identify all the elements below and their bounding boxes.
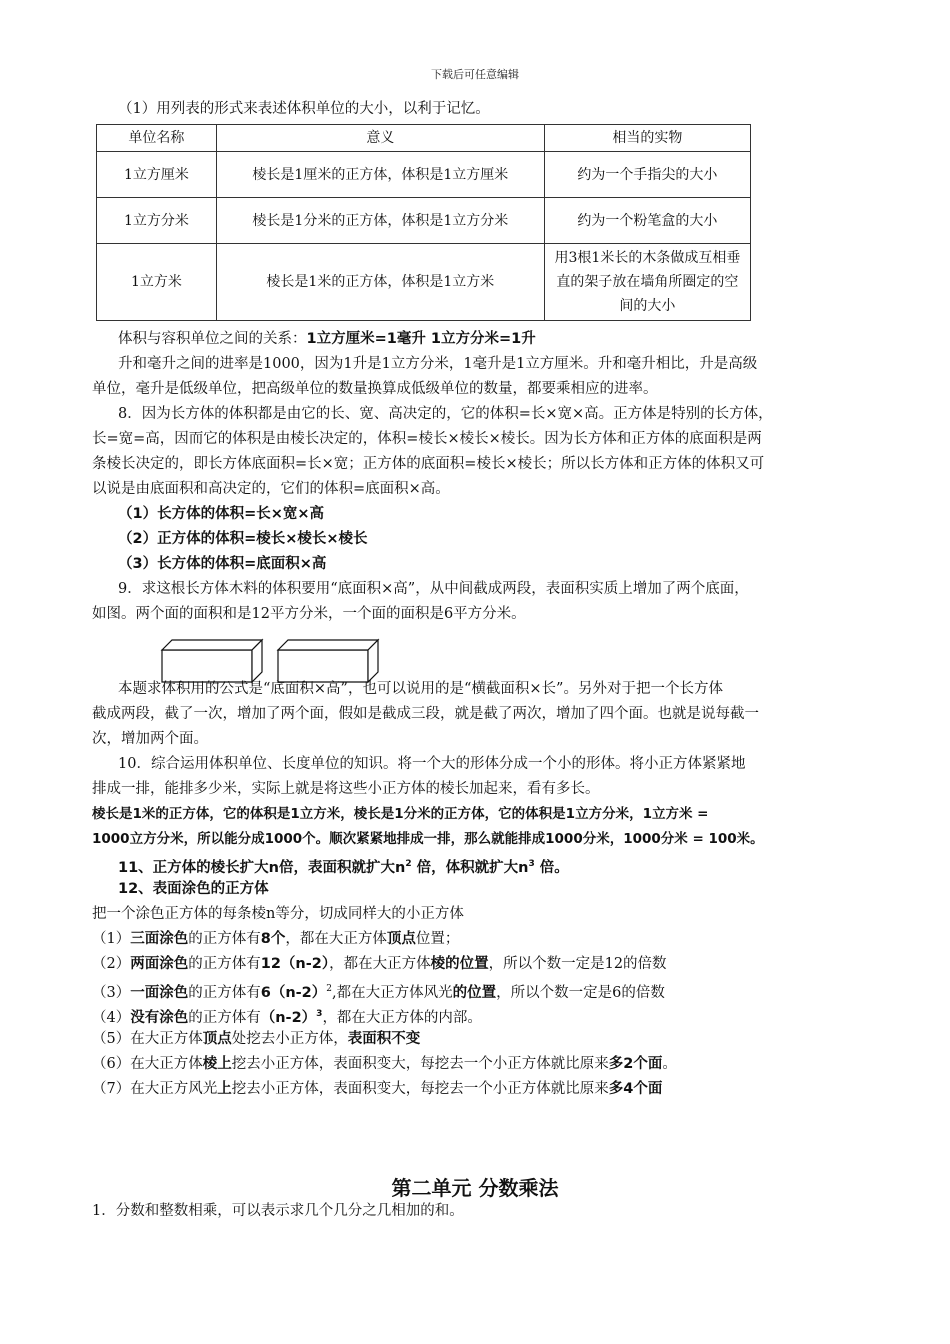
table-intro: （1）用列表的形式来表述体积单位的大小，以利于记忆。 — [118, 101, 490, 117]
paragraph-line: 长=宽=高，因而它的体积是由棱长决定的，体积=棱长×棱长×棱长。因为长方体和正方体的底面积是两 — [92, 431, 762, 447]
list-text: ，都在大正方体 — [329, 956, 431, 972]
list-item — [92, 980, 665, 1002]
paragraph-line: 单位，毫升是低级单位，把高级单位的数量换算成低级单位的数量，都要乘相应的进率。 — [92, 381, 658, 397]
table-cell: 棱长是1厘米的正方体，体积是1立方厘米 — [216, 152, 544, 198]
formula: （3）长方体的体积=底面积×高 — [118, 556, 327, 572]
list-bold: 6（n-2） — [260, 984, 327, 1001]
superscript: 3 — [528, 859, 535, 869]
paragraph-line: 8．因为长方体的体积都是由它的长、宽、高决定的，它的体积=长×宽×高。正方体是特别的长方体， — [118, 406, 773, 422]
paragraph-line: 以说是由底面积和高决定的，它们的体积=底面积×高。 — [92, 481, 450, 497]
list-bold: 12（n-2） — [260, 956, 330, 972]
paragraph-line: 升和毫升之间的进率是1000，因为1升是1立方分米，1毫升是1立方厘米。升和毫升相比，升是高级 — [118, 356, 758, 372]
paragraph-line: 次，增加两个面。 — [92, 731, 208, 747]
table-cell: 棱长是1分米的正方体，体积是1立方分米 — [216, 198, 544, 244]
paragraph-line: 1．分数和整数相乘，可以表示求几个几分之几相加的和。 — [92, 1203, 464, 1219]
relation-prefix: 体积与容积单位之间的关系： — [118, 331, 307, 347]
list-text: （7）在大正方风光 — [92, 1081, 218, 1097]
paragraph-line: 排成一排，能排多少米，实际上就是将这些小正方体的棱长加起来，看有多长。 — [92, 781, 600, 797]
list-text: ，所以个数一定是6的倍数 — [496, 984, 665, 1001]
list-text: 位置； — [415, 931, 460, 947]
superscript: 2 — [326, 984, 332, 994]
list-text: 处挖去小正方体， — [231, 1031, 348, 1047]
item-11-text: 11、正方体的棱长扩大n倍，表面积就扩大n — [118, 859, 406, 876]
list-text: （2） — [92, 956, 131, 972]
list-text: 。 — [662, 1056, 677, 1072]
table-row — [97, 244, 751, 321]
table-header-cell: 相当的实物 — [544, 125, 750, 152]
table-cell: 约为一个手指尖的大小 — [544, 152, 750, 198]
table-row — [97, 152, 751, 198]
list-item — [92, 930, 459, 948]
item-11-text: 倍，体积就扩大n — [411, 859, 529, 876]
relation-bold: 1立方厘米=1毫升 1立方分米=1升 — [306, 331, 536, 347]
superscript: 2 — [405, 859, 412, 869]
list-bold: 多4个面 — [608, 1081, 663, 1097]
paragraph-line: 条棱长决定的，即长方体底面积=长×宽；正方体的底面积=棱长×棱长；所以长方体和正方体的体积又可 — [92, 456, 765, 472]
list-item — [92, 1030, 420, 1048]
list-bold: 棱的位置 — [430, 956, 489, 972]
list-item — [92, 955, 667, 973]
list-bold: 8个 — [260, 931, 286, 947]
item-12-intro: 把一个涂色正方体的每条棱n等分，切成同样大的小正方体 — [92, 906, 464, 922]
list-text: ，所以个数一定是12的倍数 — [488, 956, 667, 972]
list-text: 的正方体有 — [188, 1009, 261, 1026]
cut-cuboid-figure — [160, 638, 385, 686]
list-bold: 棱上 — [202, 1056, 232, 1072]
superscript: 3 — [316, 1009, 323, 1019]
list-text: ，都在大正方体 — [285, 931, 387, 947]
paragraph-line: 截成两段，截了一次，增加了两个面，假如是截成三段，就是截了两次，增加了四个面。也就是说每截一 — [92, 706, 759, 722]
list-text: ,都在大正方体风光 — [332, 984, 453, 1001]
cuboid-left — [162, 640, 262, 682]
table-header-row — [97, 125, 751, 152]
list-bold: （n-2） — [260, 1009, 317, 1026]
paragraph-line: 10．综合运用体积单位、长度单位的知识。将一个大的形体分成一个小的形体。将小正方体紧紧地 — [118, 756, 746, 772]
bold-paragraph-line: 1000立方分米，所以能分成1000个。顺次紧紧地排成一排，那么就能排成1000分米，1000分米 = 100米。 — [92, 831, 764, 847]
list-bold: 两面涂色 — [130, 956, 189, 972]
table-header-cell: 意义 — [216, 125, 544, 152]
table-cell: 1立方米 — [97, 244, 217, 321]
list-text: （4） — [92, 1009, 131, 1026]
list-text: （5）在大正方体 — [92, 1031, 203, 1047]
table-cell: 棱长是1米的正方体，体积是1立方米 — [216, 244, 544, 321]
list-item — [92, 1080, 662, 1098]
table-cell: 1立方厘米 — [97, 152, 217, 198]
item-11 — [118, 855, 569, 877]
bold-paragraph-line: 棱长是1米的正方体，它的体积是1立方米，棱长是1分米的正方体，它的体积是1立方分米，1立方米 = — [92, 806, 709, 822]
unit-2-title: 第二单元 分数乘法 — [391, 1176, 559, 1200]
list-bold: 三面涂色 — [130, 931, 189, 947]
list-bold: 多2个面 — [608, 1056, 663, 1072]
list-text: 挖去小正方体，表面积变大，每挖去一个小正方体就比原来 — [231, 1056, 609, 1072]
unit-relation — [118, 330, 536, 348]
table-row — [97, 198, 751, 244]
list-text: ，都在大正方体的内部。 — [322, 1009, 482, 1026]
list-bold: 表面积不变 — [347, 1031, 421, 1047]
item-11-text: 倍。 — [534, 859, 569, 876]
list-bold: 上 — [217, 1081, 232, 1097]
paragraph-line: 本题求体积用的公式是“底面积×高”，也可以说用的是“横截面积×长”。另外对于把一个长方体 — [118, 681, 723, 697]
list-item — [92, 1005, 482, 1027]
list-bold: 顶点 — [202, 1031, 232, 1047]
list-text: 的正方体有 — [188, 956, 261, 972]
list-bold: 一面涂色 — [130, 984, 189, 1001]
list-text: 的正方体有 — [188, 984, 261, 1001]
table-cell: 约为一个粉笔盒的大小 — [544, 198, 750, 244]
cuboid-right — [278, 640, 378, 682]
list-item — [92, 1055, 677, 1073]
formula: （1）长方体的体积=长×宽×高 — [118, 506, 325, 522]
table-header-cell: 单位名称 — [97, 125, 217, 152]
list-bold: 的位置 — [452, 984, 497, 1001]
paragraph-line: 9．求这根长方体木料的体积要用“底面积×高”，从中间截成两段，表面积实质上增加了两个底面， — [118, 581, 749, 597]
table-cell: 1立方分米 — [97, 198, 217, 244]
list-bold: 顶点 — [386, 931, 416, 947]
list-text: （1） — [92, 931, 131, 947]
list-text: 挖去小正方体，表面积变大，每挖去一个小正方体就比原来 — [231, 1081, 609, 1097]
item-12-heading: 12、表面涂色的正方体 — [118, 881, 269, 897]
table-cell: 用3根1米长的木条做成互相垂直的架子放在墙角所圈定的空间的大小 — [544, 244, 750, 321]
list-text: 的正方体有 — [188, 931, 261, 947]
list-text: （6）在大正方体 — [92, 1056, 203, 1072]
paragraph-line: 如图。两个面的面积和是12平方分米，一个面的面积是6平方分米。 — [92, 606, 526, 622]
volume-units-table — [96, 124, 751, 321]
list-text: （3） — [92, 984, 131, 1001]
page-header: 下载后可任意编辑 — [431, 68, 519, 81]
list-bold: 没有涂色 — [130, 1009, 189, 1026]
formula: （2）正方体的体积=棱长×棱长×棱长 — [118, 531, 368, 547]
